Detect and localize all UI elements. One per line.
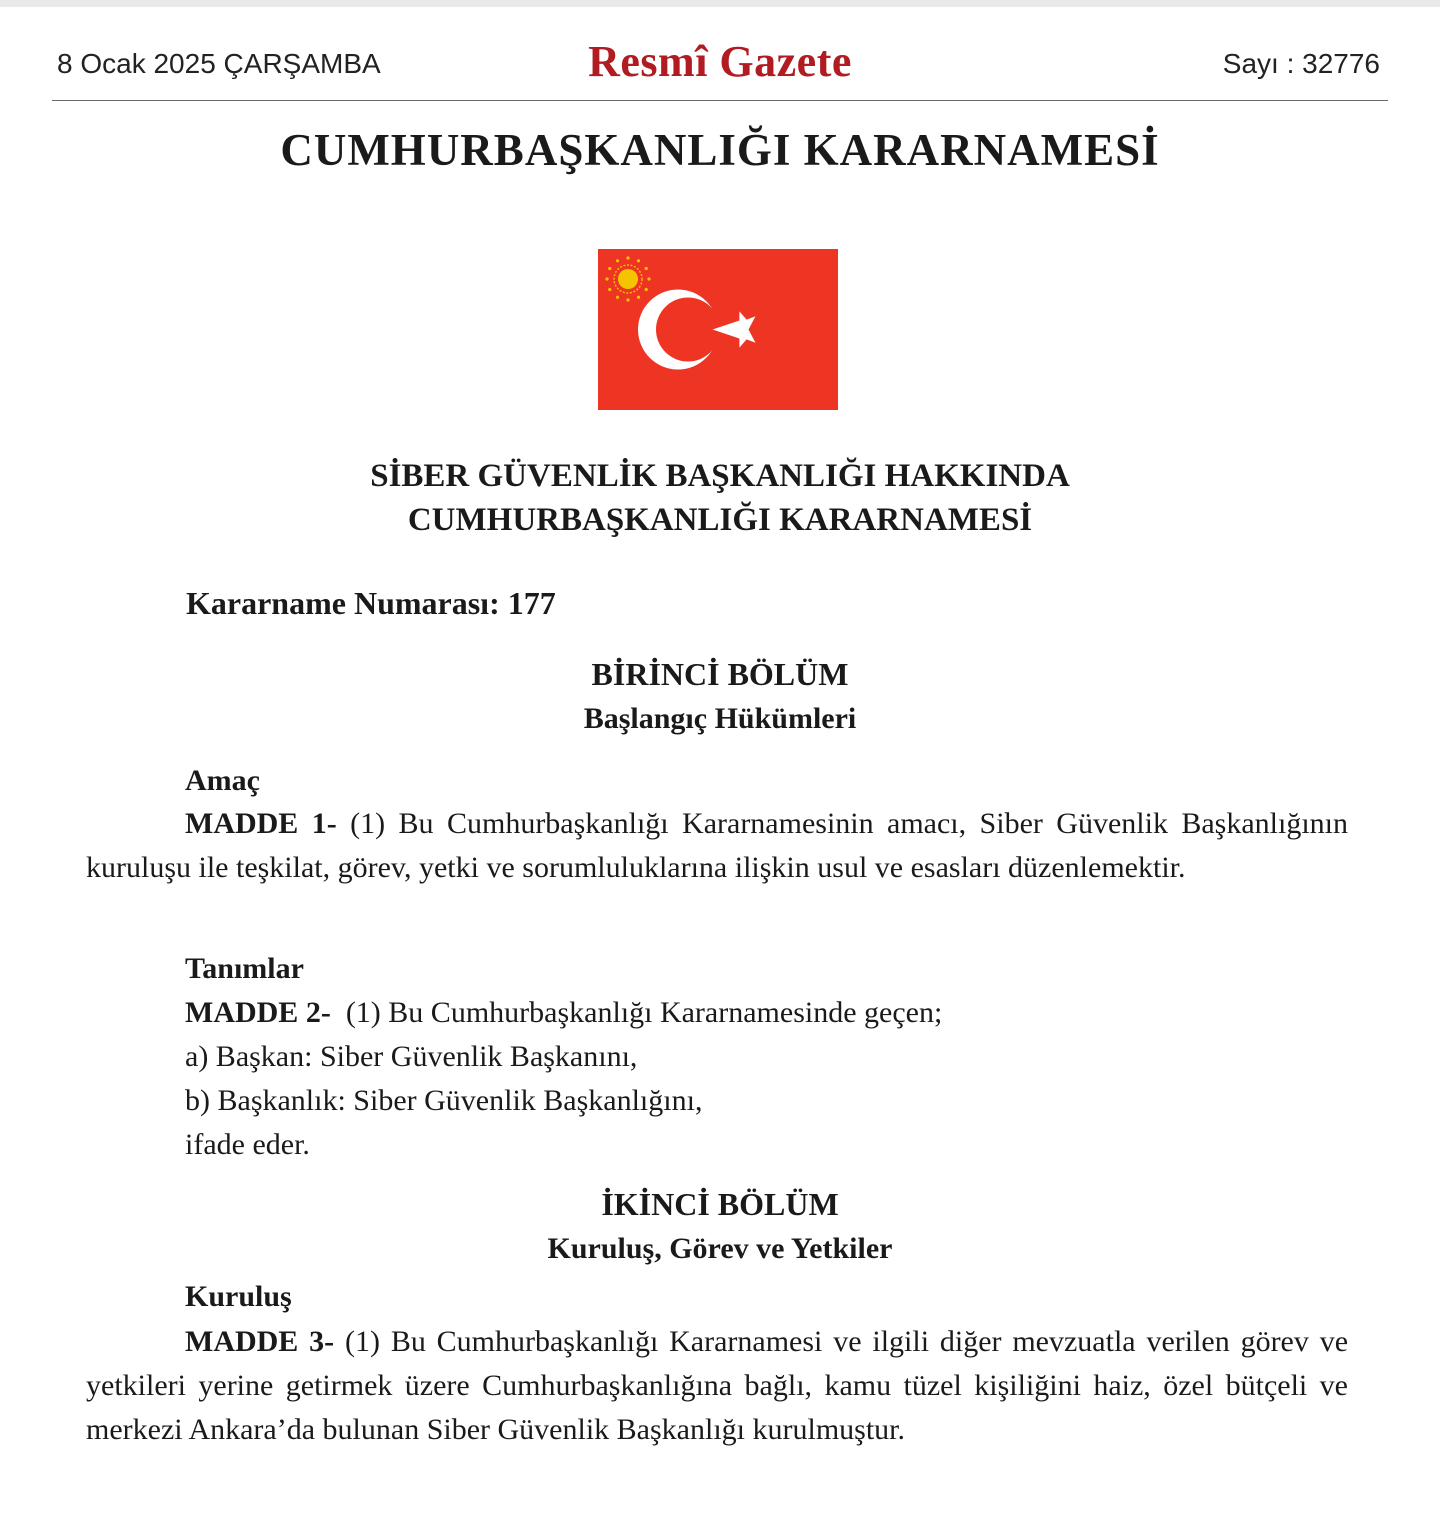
issue-date: 8 Ocak 2025 ÇARŞAMBA [57,48,381,79]
section-1-heading: BİRİNCİ BÖLÜM [591,656,849,692]
definition-item-a: a) Başkan: Siber Güvenlik Başkanını, [185,1040,638,1073]
top-edge-strip [0,0,1440,7]
article-2-text: (1) Bu Cumhurbaşkanlığı Kararnamesinde geçen; [345,996,943,1029]
article-2-label: MADDE 2- [185,996,331,1029]
section-2-heading: İKİNCİ BÖLÜM [601,1186,839,1222]
decree-title-line-1: SİBER GÜVENLİK BAŞKANLIĞI HAKKINDA [370,458,1070,494]
issue-number: Sayı : 32776 [1222,48,1380,79]
turkish-flag-icon [598,249,838,410]
article-2-intro [185,996,942,1030]
definition-item-b: b) Başkanlık: Siber Güvenlik Başkanlığını, [185,1084,703,1117]
section-1-subheading: Başlangıç Hükümleri [583,702,857,735]
document-type-title: CUMHURBAŞKANLIĞI KARARNAMESİ [280,125,1160,175]
gazette-masthead [52,36,1388,101]
article-2-heading: Tanımlar [185,952,304,985]
article-3-text: (1) Bu Cumhurbaşkanlığı Kararnamesi ve ilgili diğer mevzuatla verilen görev ve yetkileri yerine getirmek üzere Cumhurbaşkanlığına bağlı, kamu tüzel kişiliğini haiz, özel bütçeli ve merkezi Ankara’da bulunan Siber Güvenlik Başkanlığı kurulmuştur. [86,1325,1349,1446]
decree-number: Kararname Numarası: 177 [186,585,556,621]
decree-title-line-2: CUMHURBAŞKANLIĞI KARARNAMESİ [407,502,1033,538]
article-1-paragraph [86,802,1348,890]
article-3-paragraph [86,1320,1348,1452]
article-2-closing: ifade eder. [185,1128,310,1161]
article-1-label: MADDE 1- [185,807,337,840]
article-1-heading: Amaç [185,764,260,797]
gazette-name: Resmî Gazete [588,37,852,86]
article-3-heading: Kuruluş [185,1280,292,1313]
section-2-subheading: Kuruluş, Görev ve Yetkiler [547,1232,893,1265]
article-3-label: MADDE 3- [185,1325,335,1358]
article-1-text: (1) Bu Cumhurbaşkanlığı Kararnamesinin amacı, Siber Güvenlik Başkanlığının kuruluşu ile teşkilat, görev, yetki ve sorumluluklarına ilişkin usul ve esasları düzenlemektir. [86,807,1349,884]
